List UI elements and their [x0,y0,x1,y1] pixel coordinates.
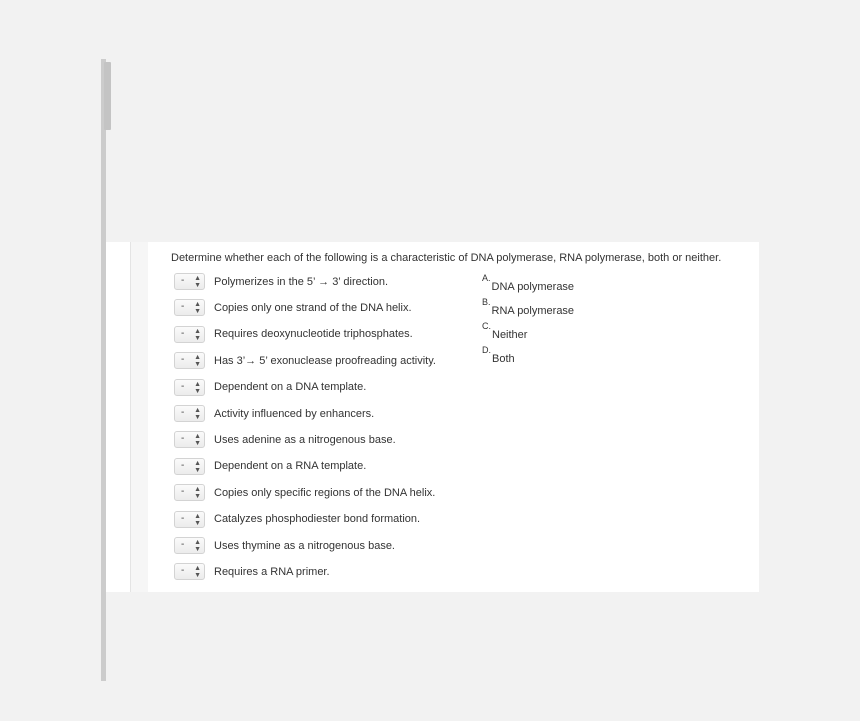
up-down-arrows-icon: ▲ ▼ [194,407,201,421]
answer-select-value: - [181,275,185,286]
question-panel [106,242,759,592]
matching-item-row [174,325,413,344]
matching-item-row [174,272,388,291]
matching-item-text: Dependent on a RNA template. [214,460,367,473]
answer-option-label: RNA polymerase [491,305,575,317]
answer-option-label: Both [492,353,515,365]
scrollbar-handle[interactable] [104,62,111,130]
answer-select[interactable] [174,379,205,396]
answer-option [482,321,527,339]
answer-select-value: - [181,539,185,550]
matching-item-text: Has 3’→ 5’ exonuclease proofreading activity. [214,354,436,367]
answer-select[interactable] [174,326,205,343]
matching-item-row [174,483,435,502]
answer-select[interactable] [174,484,205,501]
matching-item-row [174,351,436,370]
up-down-arrows-icon: ▲ ▼ [194,565,201,580]
answer-option-letter: A. [482,273,491,283]
answer-option-letter: C. [482,321,491,331]
matching-item-text: Dependent on a DNA template. [214,381,367,394]
answer-select[interactable] [174,431,205,448]
answer-select-value: - [181,407,185,418]
answer-select[interactable] [174,511,205,528]
answer-select-value: - [181,512,185,524]
matching-item-text: Copies only specific regions of the DNA helix. [214,486,436,499]
matching-item-text: Catalyzes phosphodiester bond formation. [214,513,421,526]
answer-option-letter: B. [482,297,491,307]
matching-item-row [174,430,396,449]
question-prompt: Determine whether each of the following is a characteristic of DNA polymerase, RNA polymerase, both or neither. [171,252,722,264]
matching-item-text: Uses adenine as a nitrogenous base. [214,433,396,446]
answer-option [482,297,574,315]
answer-option-letter: D. [482,345,491,355]
matching-item-row [174,536,395,555]
answer-option-label: DNA polymerase [491,281,575,293]
up-down-arrows-icon: ▲ ▼ [194,459,201,474]
up-down-arrows-icon: ▲ ▼ [194,512,201,527]
matching-item-row [174,298,412,317]
matching-item-row [174,404,374,423]
answer-select[interactable] [174,537,205,554]
answer-select-value: - [181,301,185,313]
answer-select[interactable] [174,458,205,475]
answer-option [482,273,574,291]
answer-select[interactable] [174,299,205,316]
answer-select[interactable] [174,273,205,290]
answer-option [482,345,515,363]
matching-item-row [174,457,366,476]
matching-item-text: Uses thymine as a nitrogenous base. [214,539,395,552]
answer-select-value: - [181,433,185,445]
answer-select-value: - [181,486,185,498]
up-down-arrows-icon: ▲ ▼ [194,354,201,369]
up-down-arrows-icon: ▲ ▼ [194,275,201,289]
matching-item-text: Requires a RNA primer. [214,565,330,578]
up-down-arrows-icon: ▲ ▼ [194,380,201,395]
up-down-arrows-icon: ▲ ▼ [194,327,201,342]
matching-item-row [174,562,330,581]
answer-select-value: - [181,354,185,366]
up-down-arrows-icon: ▲ ▼ [194,539,201,553]
answer-select-value: - [181,327,185,339]
panel-gutter [131,242,148,592]
answer-select[interactable] [174,563,205,580]
answer-select-value: - [181,380,185,392]
matching-item-row [174,378,366,397]
up-down-arrows-icon: ▲ ▼ [194,486,201,501]
matching-item-row [174,510,420,529]
matching-item-text: Polymerizes in the 5’ → 3’ direction. [214,275,389,288]
matching-item-text: Copies only one strand of the DNA helix. [214,301,412,314]
matching-item-text: Activity influenced by enhancers. [214,407,375,420]
up-down-arrows-icon: ▲ ▼ [194,301,201,316]
answer-select[interactable] [174,405,205,422]
answer-select-value: - [181,459,185,471]
matching-item-text: Requires deoxynucleotide triphosphates. [214,328,413,341]
answer-select[interactable] [174,352,205,369]
up-down-arrows-icon: ▲ ▼ [194,433,201,448]
answer-select-value: - [181,565,185,577]
answer-option-label: Neither [492,329,528,341]
